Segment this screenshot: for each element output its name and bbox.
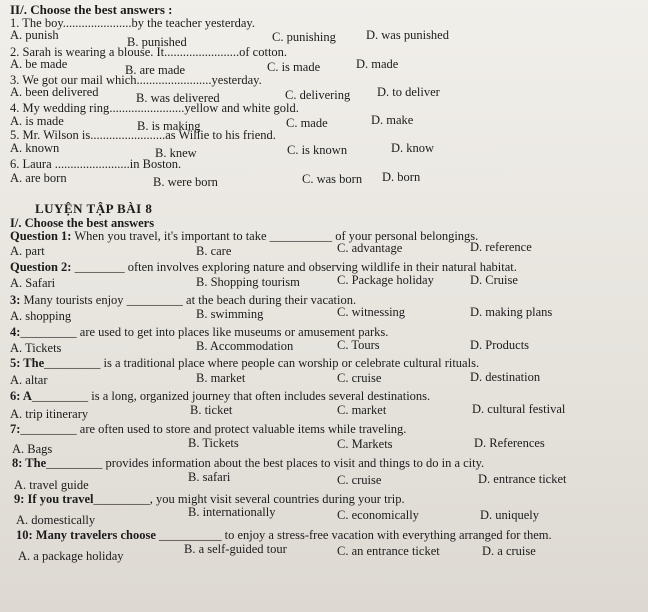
p2-q8-option-b[interactable]: B. safari [188, 470, 231, 484]
q3-option-c[interactable]: C. delivering [285, 88, 351, 102]
p2-q1-option-c[interactable]: C. advantage [337, 241, 403, 255]
p2-q2-option-a[interactable]: A. Safari [10, 276, 56, 290]
p2-q6-option-b[interactable]: B. ticket [190, 403, 233, 417]
p2-q5-option-c[interactable]: C. cruise [337, 371, 382, 385]
p2-q8-option-d[interactable]: D. entrance ticket [478, 472, 567, 486]
part1-heading: II/. Choose the best answers : [10, 2, 173, 17]
q1-option-c[interactable]: C. punishing [272, 30, 336, 44]
q1-option-b[interactable]: B. punished [127, 35, 187, 49]
q6-option-d[interactable]: D. born [382, 170, 421, 184]
p2-q3-option-c[interactable]: C. witnessing [337, 305, 406, 319]
p2-q5-option-b[interactable]: B. market [196, 371, 246, 385]
p2-q4-stem: 4:_________ are used to get into places like museums or amusement parks. [10, 325, 389, 339]
p2-q2-option-b[interactable]: B. Shopping tourism [196, 275, 300, 289]
q4-option-a[interactable]: A. is made [10, 114, 64, 128]
p2-q9-option-b[interactable]: B. internationally [188, 505, 276, 519]
q5-stem: 5. Mr. Wilson is........................as Willie to his friend. [10, 128, 276, 142]
section-title: LUYỆN TẬP BÀI 8 [35, 201, 153, 216]
q6-option-c[interactable]: C. was born [302, 172, 363, 186]
p2-q9-option-d[interactable]: D. uniquely [480, 508, 540, 522]
q3-option-d[interactable]: D. to deliver [377, 85, 440, 99]
p2-q7-stem: 7:_________ are often used to store and protect valuable items while traveling. [10, 422, 407, 436]
q5-option-c[interactable]: C. is known [287, 143, 348, 157]
p2-q9-stem: 9: If you travel_________, you might visit several countries during your trip. [14, 492, 405, 506]
p2-q3-option-d[interactable]: D. making plans [470, 305, 553, 319]
p2-q7-option-c[interactable]: C. Markets [337, 437, 393, 451]
p2-q9-option-a[interactable]: A. domestically [16, 513, 96, 527]
p2-q10-option-c[interactable]: C. an entrance ticket [337, 544, 440, 558]
p2-q7-option-b[interactable]: B. Tickets [188, 436, 239, 450]
q2-option-a[interactable]: A. be made [10, 57, 68, 71]
p2-q3-option-a[interactable]: A. shopping [10, 309, 72, 323]
q1-stem: 1. The boy......................by the teacher yesterday. [10, 16, 255, 30]
q5-option-a[interactable]: A. known [10, 141, 60, 155]
q4-stem: 4. My wedding ring........................yellow and white gold. [10, 101, 299, 115]
p2-q4-option-b[interactable]: B. Accommodation [196, 339, 294, 353]
p2-q10-option-a[interactable]: A. a package holiday [18, 549, 124, 563]
q1-option-d[interactable]: D. was punished [366, 28, 449, 42]
q2-option-b[interactable]: B. are made [125, 63, 186, 77]
p2-q2-option-d[interactable]: D. Cruise [470, 273, 518, 287]
q6-option-a[interactable]: A. are born [10, 171, 67, 185]
q2-option-d[interactable]: D. made [356, 57, 399, 71]
p2-q1-option-b[interactable]: B. care [196, 244, 232, 258]
p2-q2-option-c[interactable]: C. Package holiday [337, 273, 434, 287]
p2-q6-stem: 6: A_________ is a long, organized journey that often includes several destinations. [10, 389, 431, 403]
q6-option-b[interactable]: B. were born [153, 175, 218, 189]
q4-option-c[interactable]: C. made [286, 116, 328, 130]
q2-stem: 2. Sarah is wearing a blouse. It........................of cotton. [10, 45, 288, 59]
p2-q10-stem: 10: Many travelers choose __________ to enjoy a stress-free vacation with everything arranged for them. [16, 528, 552, 542]
p2-q6-option-c[interactable]: C. market [337, 403, 387, 417]
p2-q7-option-d[interactable]: D. References [474, 436, 545, 450]
p2-q6-option-d[interactable]: D. cultural festival [472, 402, 566, 416]
q4-option-d[interactable]: D. make [371, 113, 414, 127]
q1-option-a[interactable]: A. punish [10, 28, 59, 42]
p2-q7-option-a[interactable]: A. Bags [12, 442, 53, 456]
p2-q4-option-c[interactable]: C. Tours [337, 338, 380, 352]
p2-q1-option-a[interactable]: A. part [10, 244, 45, 258]
q3-option-a[interactable]: A. been delivered [10, 85, 99, 99]
q6-stem: 6. Laura ........................in Boston. [10, 157, 182, 171]
p2-q8-option-c[interactable]: C. cruise [337, 473, 382, 487]
q3-option-b[interactable]: B. was delivered [136, 91, 220, 105]
p2-q5-stem: 5: The_________ is a traditional place where people can worship or celebrate cultural rituals. [10, 356, 480, 370]
p2-q3-stem: 3: Many tourists enjoy _________ at the beach during their vacation. [10, 293, 357, 307]
q5-option-d[interactable]: D. know [391, 141, 435, 155]
p2-q3-option-b[interactable]: B. swimming [196, 307, 264, 321]
p2-q8-stem: 8: The_________ provides information about the best places to visit and things to do in a city. [12, 456, 485, 470]
p2-q1-option-d[interactable]: D. reference [470, 240, 532, 254]
p2-q4-option-d[interactable]: D. Products [470, 338, 530, 352]
p2-q10-option-d[interactable]: D. a cruise [482, 544, 536, 558]
p2-q8-option-a[interactable]: A. travel guide [14, 478, 89, 492]
q3-stem: 3. We got our mail which........................yesterday. [10, 73, 262, 87]
p2-q5-option-d[interactable]: D. destination [470, 370, 541, 384]
p2-q9-option-c[interactable]: C. economically [337, 508, 419, 522]
p2-q10-option-b[interactable]: B. a self-guided tour [184, 542, 287, 556]
p2-q2-stem: Question 2: ________ often involves exploring nature and observing wildlife in their natural habitat. [10, 260, 517, 274]
q5-option-b[interactable]: B. knew [155, 146, 197, 160]
part2-heading: I/. Choose the best answers [10, 216, 155, 230]
p2-q5-option-a[interactable]: A. altar [10, 373, 48, 387]
p2-q4-option-a[interactable]: A. Tickets [10, 341, 62, 355]
q4-option-b[interactable]: B. is making [137, 119, 201, 133]
q2-option-c[interactable]: C. is made [267, 60, 321, 74]
p2-q1-stem: Question 1: When you travel, it's important to take __________ of your personal belongings. [10, 229, 479, 243]
p2-q6-option-a[interactable]: A. trip itinerary [10, 407, 89, 421]
